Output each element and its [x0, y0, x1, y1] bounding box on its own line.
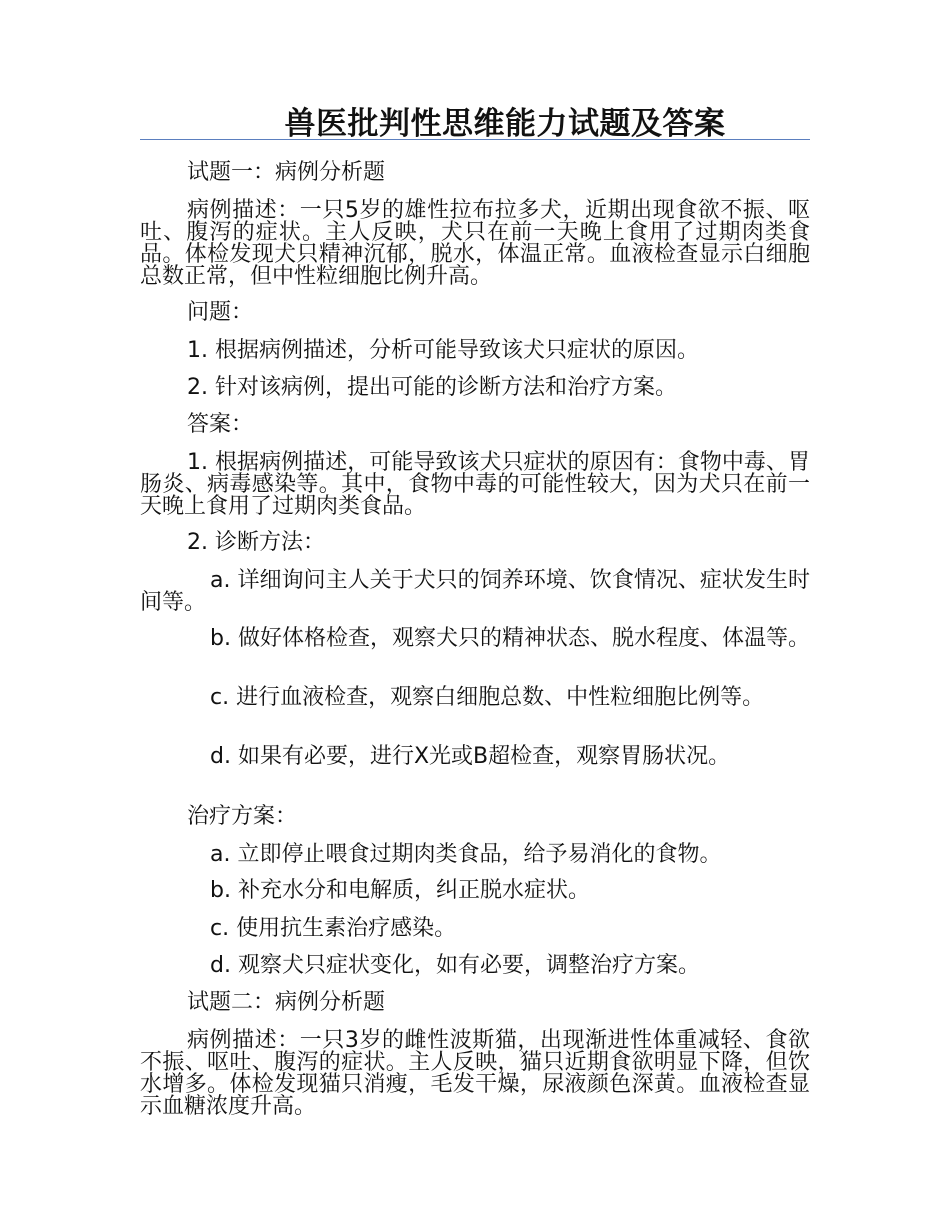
diagnosis-item-d: d. 如果有必要，进行X光或B超检查，观察胃肠状况。	[210, 744, 731, 769]
diagnosis-item-c: c. 进行血液检查，观察白细胞总数、中性粒细胞比例等。	[210, 685, 765, 710]
title-underline	[140, 139, 810, 140]
treatment-item-c: c. 使用抗生素治疗感染。	[210, 916, 457, 941]
diagnosis-item-b: b. 做好体格检查，观察犬只的精神状态、脱水程度、体温等。	[210, 626, 810, 651]
answer-item-1: 1. 根据病例描述，可能导致该犬只症状的原因有：食物中毒、胃肠炎、病毒感染等。其中，食物中毒的可能性较大，因为犬只在前一天晚上食用了过期肉类食品。	[140, 450, 810, 519]
answers-label: 答案：	[187, 412, 254, 437]
treatment-item-a: a. 立即停止喂食过期肉类食品，给予易消化的食物。	[210, 842, 722, 867]
document-title: 兽医批判性思维能力试题及答案	[284, 106, 726, 142]
case-description-2: 病例描述：一只3岁的雌性波斯猫，出现渐进性体重减轻、食欲不振、呕吐、腹泻的症状。主人反映，猫只近期食欲明显下降，但饮水增多。体检发现猫只消瘦，毛发干燥，尿液颜色深黄。血液检查显示血糖浓度升高。	[140, 1028, 810, 1119]
section-heading-question-1: 试题一：病例分析题	[187, 160, 386, 185]
question-item-1: 1. 根据病例描述，分析可能导致该犬只症状的原因。	[187, 338, 699, 363]
treatment-item-b: b. 补充水分和电解质，纠正脱水症状。	[210, 878, 590, 903]
treatment-item-d: d. 观察犬只症状变化，如有必要，调整治疗方案。	[210, 953, 700, 978]
questions-label: 问题：	[187, 300, 254, 325]
section-heading-question-2: 试题二：病例分析题	[187, 990, 386, 1015]
diagnosis-item-a: a. 详细询问主人关于犬只的饲养环境、饮食情况、症状发生时间等。	[140, 568, 810, 615]
case-description-1: 病例描述：一只5岁的雄性拉布拉多犬，近期出现食欲不振、呕吐、腹泻的症状。主人反映，犬只在前一天晚上食用了过期肉类食品。体检发现犬只精神沉郁，脱水，体温正常。血液检查显示白细胞总数正常，但中性粒细胞比例升高。	[140, 198, 810, 289]
diagnosis-methods-label: 2. 诊断方法：	[187, 530, 325, 555]
question-item-2: 2. 针对该病例，提出可能的诊断方法和治疗方案。	[187, 375, 677, 400]
treatment-plan-label: 治疗方案：	[187, 804, 298, 829]
